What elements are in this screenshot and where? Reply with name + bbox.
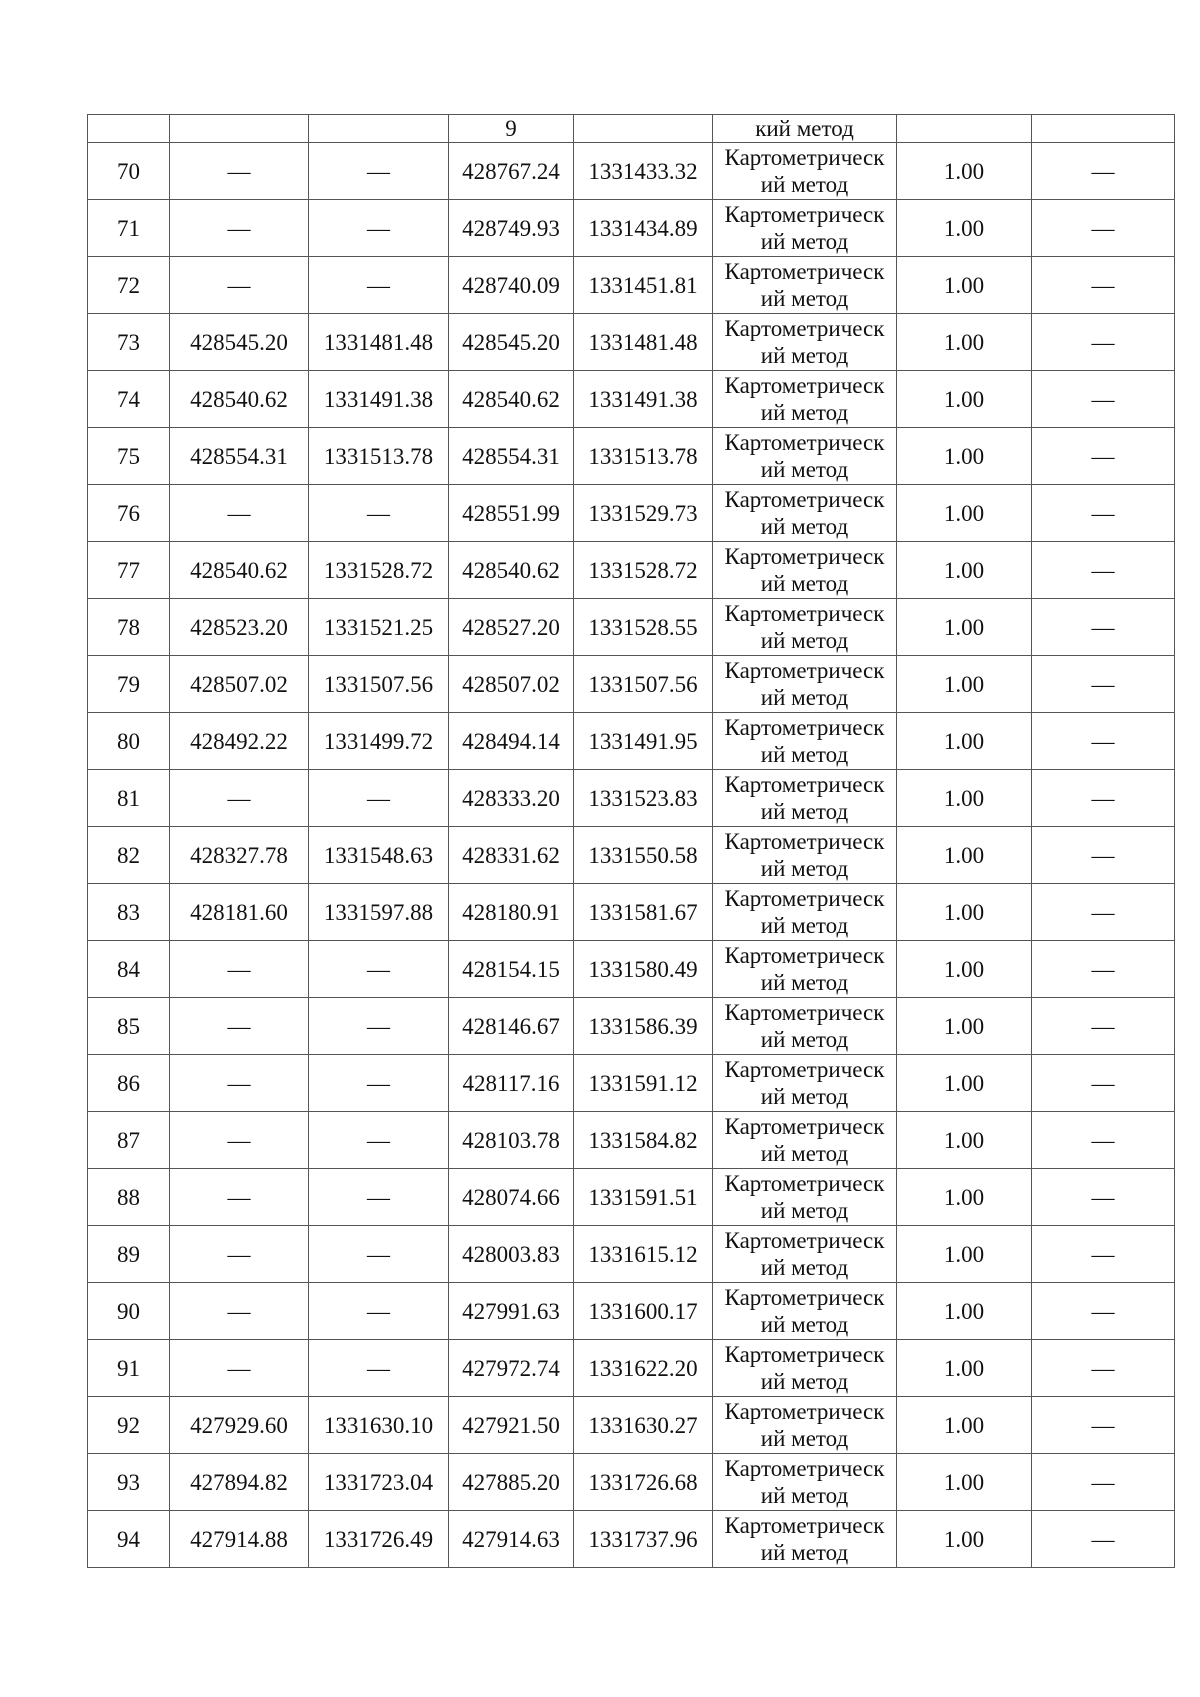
cell-note: — — [1032, 656, 1175, 713]
cell-accuracy — [897, 115, 1032, 143]
cell-note: — — [1032, 200, 1175, 257]
cell-method-text: Картометрический метод — [724, 145, 885, 197]
cell-method-text: Картометрический метод — [724, 715, 885, 767]
cell-method — [713, 143, 897, 200]
cell-y-refined: 1331481.48 — [574, 314, 713, 371]
cell-accuracy: 1.00 — [897, 143, 1032, 200]
cell-y-existing: 1331597.88 — [309, 884, 449, 941]
cell-y-existing: — — [309, 941, 449, 998]
table-row — [88, 371, 1175, 428]
cell-point-number: 85 — [88, 998, 170, 1055]
cell-point-number: 74 — [88, 371, 170, 428]
cell-method — [713, 656, 897, 713]
cell-method-text: Картометрический метод — [724, 1513, 885, 1565]
cell-accuracy: 1.00 — [897, 1226, 1032, 1283]
cell-x-refined: 9 — [449, 115, 574, 143]
cell-x-refined-text: 428333.20 — [462, 785, 560, 811]
cell-x-existing: — — [170, 998, 309, 1055]
cell-x-refined-text: 427972.74 — [462, 1355, 560, 1381]
cell-method-text: Картометрический метод — [724, 1342, 885, 1394]
cell-note: — — [1032, 1397, 1175, 1454]
cell-x-refined — [449, 371, 574, 428]
cell-method-text: Картометрический метод — [724, 1114, 885, 1166]
cell-point-number: 88 — [88, 1169, 170, 1226]
cell-x-refined-text: 428545.20 — [462, 329, 560, 355]
cell-note: — — [1032, 428, 1175, 485]
table-row — [88, 485, 1175, 542]
cell-y-existing: — — [309, 200, 449, 257]
cell-x-existing: 428327.78 — [170, 827, 309, 884]
cell-x-existing: 428540.62 — [170, 371, 309, 428]
cell-x-refined-text: 427991.63 — [462, 1298, 560, 1324]
cell-x-refined — [449, 941, 574, 998]
coordinates-table — [87, 114, 1175, 1568]
cell-y-existing: — — [309, 143, 449, 200]
cell-y-refined: 1331550.58 — [574, 827, 713, 884]
cell-x-existing: 428545.20 — [170, 314, 309, 371]
cell-y-refined: 1331507.56 — [574, 656, 713, 713]
cell-note: — — [1032, 998, 1175, 1055]
cell-accuracy: 1.00 — [897, 941, 1032, 998]
cell-method — [713, 1055, 897, 1112]
cell-accuracy: 1.00 — [897, 827, 1032, 884]
cell-accuracy: 1.00 — [897, 1340, 1032, 1397]
cell-y-refined: 1331528.72 — [574, 542, 713, 599]
cell-y-existing: 1331548.63 — [309, 827, 449, 884]
cell-note: — — [1032, 884, 1175, 941]
cell-x-existing: 428554.31 — [170, 428, 309, 485]
cell-x-refined — [449, 1055, 574, 1112]
cell-y-existing: 1331528.72 — [309, 542, 449, 599]
cell-point-number: 80 — [88, 713, 170, 770]
cell-point-number: 82 — [88, 827, 170, 884]
cell-accuracy: 1.00 — [897, 485, 1032, 542]
cell-method-text: Картометрический метод — [724, 1171, 885, 1223]
cell-note: — — [1032, 713, 1175, 770]
table-row — [88, 1169, 1175, 1226]
cell-accuracy: 1.00 — [897, 257, 1032, 314]
cell-x-refined-text: 428117.16 — [462, 1070, 560, 1096]
table-row — [88, 1454, 1175, 1511]
cell-accuracy: 1.00 — [897, 542, 1032, 599]
cell-y-refined: 1331580.49 — [574, 941, 713, 998]
cell-method — [713, 941, 897, 998]
cell-method — [713, 200, 897, 257]
table-row — [88, 1511, 1175, 1568]
cell-note: — — [1032, 257, 1175, 314]
table-row — [88, 998, 1175, 1055]
cell-x-refined-text: 428507.02 — [462, 671, 560, 697]
cell-note: — — [1032, 143, 1175, 200]
table-row — [88, 1397, 1175, 1454]
cell-y-refined: 1331491.95 — [574, 713, 713, 770]
cell-x-existing: — — [170, 485, 309, 542]
cell-method-text: Картометрический метод — [724, 316, 885, 368]
cell-method — [713, 827, 897, 884]
cell-x-existing: — — [170, 1226, 309, 1283]
cell-method-text: Картометрический метод — [724, 202, 885, 254]
cell-point-number: 76 — [88, 485, 170, 542]
cell-y-existing: — — [309, 1283, 449, 1340]
cell-point-number — [88, 115, 170, 143]
cell-method-text: Картометрический метод — [724, 259, 885, 311]
cell-accuracy: 1.00 — [897, 1511, 1032, 1568]
cell-x-refined — [449, 542, 574, 599]
cell-x-existing: — — [170, 941, 309, 998]
cell-y-refined: 1331584.82 — [574, 1112, 713, 1169]
cell-x-existing: — — [170, 770, 309, 827]
cell-y-refined: 1331586.39 — [574, 998, 713, 1055]
cell-point-number: 79 — [88, 656, 170, 713]
cell-x-refined — [449, 884, 574, 941]
cell-note: — — [1032, 1454, 1175, 1511]
cell-method-text: Картометрический метод — [724, 1057, 885, 1109]
cell-y-existing: 1331481.48 — [309, 314, 449, 371]
cell-point-number: 81 — [88, 770, 170, 827]
cell-point-number: 71 — [88, 200, 170, 257]
cell-x-refined — [449, 713, 574, 770]
table-row — [88, 542, 1175, 599]
table-row-continuation — [88, 115, 1175, 143]
cell-accuracy: 1.00 — [897, 1169, 1032, 1226]
cell-point-number: 78 — [88, 599, 170, 656]
cell-accuracy: 1.00 — [897, 200, 1032, 257]
cell-method-text: Картометрический метод — [724, 1399, 885, 1451]
table-row — [88, 599, 1175, 656]
cell-x-refined-text: 428146.67 — [462, 1013, 560, 1039]
cell-y-refined: 1331737.96 — [574, 1511, 713, 1568]
table-row — [88, 1283, 1175, 1340]
cell-y-refined: 1331630.27 — [574, 1397, 713, 1454]
cell-method-text: Картометрический метод — [724, 658, 885, 710]
cell-accuracy: 1.00 — [897, 713, 1032, 770]
cell-point-number: 87 — [88, 1112, 170, 1169]
cell-x-refined — [449, 1454, 574, 1511]
cell-x-refined-text: 428749.93 — [462, 215, 560, 241]
cell-y-existing: — — [309, 770, 449, 827]
cell-note: — — [1032, 1112, 1175, 1169]
cell-y-refined: 1331581.67 — [574, 884, 713, 941]
cell-accuracy: 1.00 — [897, 599, 1032, 656]
cell-y-existing: — — [309, 1226, 449, 1283]
cell-x-refined-text: 428554.31 — [462, 443, 560, 469]
cell-x-refined — [449, 143, 574, 200]
cell-y-refined: 1331528.55 — [574, 599, 713, 656]
cell-method — [713, 1169, 897, 1226]
cell-y-refined: 1331523.83 — [574, 770, 713, 827]
cell-y-refined: 1331433.32 — [574, 143, 713, 200]
cell-y-refined: 1331451.81 — [574, 257, 713, 314]
cell-x-refined — [449, 770, 574, 827]
table-row — [88, 428, 1175, 485]
table-row — [88, 770, 1175, 827]
table-row — [88, 314, 1175, 371]
cell-y-existing: 1331726.49 — [309, 1511, 449, 1568]
cell-x-refined-text: 428103.78 — [462, 1127, 560, 1153]
cell-point-number: 77 — [88, 542, 170, 599]
cell-x-refined — [449, 1283, 574, 1340]
cell-x-refined-text: 428180.91 — [462, 899, 560, 925]
cell-method-text: Картометрический метод — [724, 487, 885, 539]
cell-x-existing: 427914.88 — [170, 1511, 309, 1568]
cell-accuracy: 1.00 — [897, 1283, 1032, 1340]
cell-note: — — [1032, 599, 1175, 656]
cell-method-text: Картометрический метод — [724, 772, 885, 824]
cell-note: — — [1032, 542, 1175, 599]
cell-point-number: 94 — [88, 1511, 170, 1568]
table-row — [88, 200, 1175, 257]
cell-x-existing — [170, 115, 309, 143]
cell-method — [713, 998, 897, 1055]
cell-method-text: Картометрический метод — [724, 601, 885, 653]
cell-y-refined: 1331529.73 — [574, 485, 713, 542]
cell-y-refined: 1331434.89 — [574, 200, 713, 257]
cell-y-existing: — — [309, 1169, 449, 1226]
cell-method-text: Картометрический метод — [724, 1285, 885, 1337]
cell-method: кий метод — [713, 115, 897, 143]
cell-x-refined-text: 428074.66 — [462, 1184, 560, 1210]
cell-y-refined: 1331591.12 — [574, 1055, 713, 1112]
cell-point-number: 73 — [88, 314, 170, 371]
cell-y-existing: — — [309, 485, 449, 542]
cell-x-existing: — — [170, 1112, 309, 1169]
cell-note: — — [1032, 1340, 1175, 1397]
cell-x-refined-text: 428767.24 — [462, 158, 560, 184]
cell-y-existing: — — [309, 257, 449, 314]
cell-accuracy: 1.00 — [897, 428, 1032, 485]
cell-point-number: 89 — [88, 1226, 170, 1283]
cell-x-existing: 428540.62 — [170, 542, 309, 599]
cell-note: — — [1032, 941, 1175, 998]
cell-note: — — [1032, 1283, 1175, 1340]
cell-x-refined-text: 428527.20 — [462, 614, 560, 640]
cell-x-refined — [449, 656, 574, 713]
cell-x-existing: 428181.60 — [170, 884, 309, 941]
table-body — [88, 115, 1175, 1568]
cell-y-existing: 1331499.72 — [309, 713, 449, 770]
cell-method — [713, 599, 897, 656]
cell-method — [713, 770, 897, 827]
cell-x-existing: 427929.60 — [170, 1397, 309, 1454]
table-row — [88, 1112, 1175, 1169]
cell-accuracy: 1.00 — [897, 1055, 1032, 1112]
cell-y-existing: — — [309, 1055, 449, 1112]
cell-x-refined-text: 428154.15 — [462, 956, 560, 982]
cell-x-refined — [449, 1169, 574, 1226]
cell-x-refined — [449, 428, 574, 485]
cell-accuracy: 1.00 — [897, 371, 1032, 428]
cell-x-refined — [449, 1340, 574, 1397]
cell-x-refined — [449, 314, 574, 371]
cell-x-refined-text: 427921.50 — [462, 1412, 560, 1438]
cell-y-existing: — — [309, 1112, 449, 1169]
cell-y-existing: 1331723.04 — [309, 1454, 449, 1511]
cell-x-refined-text: 428494.14 — [462, 728, 560, 754]
cell-x-existing: — — [170, 1055, 309, 1112]
cell-method-text: Картометрический метод — [724, 1228, 885, 1280]
cell-y-refined: 1331726.68 — [574, 1454, 713, 1511]
table-row — [88, 1226, 1175, 1283]
cell-point-number: 70 — [88, 143, 170, 200]
cell-method — [713, 713, 897, 770]
cell-method — [713, 314, 897, 371]
cell-method — [713, 371, 897, 428]
cell-point-number: 83 — [88, 884, 170, 941]
cell-x-refined-text: 427885.20 — [462, 1469, 560, 1495]
cell-y-existing: — — [309, 998, 449, 1055]
cell-x-refined — [449, 1112, 574, 1169]
cell-y-refined: 1331513.78 — [574, 428, 713, 485]
cell-method-text: Картометрический метод — [724, 430, 885, 482]
table-row — [88, 827, 1175, 884]
cell-y-refined: 1331591.51 — [574, 1169, 713, 1226]
cell-x-existing: — — [170, 200, 309, 257]
cell-accuracy: 1.00 — [897, 998, 1032, 1055]
cell-method-text: Картометрический метод — [724, 544, 885, 596]
cell-method — [713, 542, 897, 599]
cell-method-text: Картометрический метод — [724, 829, 885, 881]
cell-note: — — [1032, 1169, 1175, 1226]
cell-method — [713, 1340, 897, 1397]
table-row — [88, 713, 1175, 770]
cell-y-refined: 1331615.12 — [574, 1226, 713, 1283]
cell-note: — — [1032, 1511, 1175, 1568]
cell-x-existing: 428492.22 — [170, 713, 309, 770]
cell-note: — — [1032, 827, 1175, 884]
cell-x-refined-text: 428540.62 — [462, 557, 560, 583]
cell-method — [713, 1397, 897, 1454]
cell-x-existing: — — [170, 1169, 309, 1226]
cell-x-refined — [449, 827, 574, 884]
table-row — [88, 656, 1175, 713]
cell-x-refined-text: 428540.62 — [462, 386, 560, 412]
cell-point-number: 72 — [88, 257, 170, 314]
cell-x-existing: 428523.20 — [170, 599, 309, 656]
table-row — [88, 941, 1175, 998]
cell-x-refined — [449, 599, 574, 656]
cell-x-refined — [449, 257, 574, 314]
cell-method — [713, 1283, 897, 1340]
cell-method — [713, 428, 897, 485]
cell-accuracy: 1.00 — [897, 656, 1032, 713]
cell-x-existing: — — [170, 1340, 309, 1397]
cell-point-number: 91 — [88, 1340, 170, 1397]
cell-accuracy: 1.00 — [897, 770, 1032, 827]
cell-x-refined-text: 428551.99 — [462, 500, 560, 526]
cell-method-text: Картометрический метод — [724, 1456, 885, 1508]
cell-method-text: Картометрический метод — [724, 943, 885, 995]
cell-x-existing: 427894.82 — [170, 1454, 309, 1511]
cell-y-existing: 1331491.38 — [309, 371, 449, 428]
cell-method — [713, 257, 897, 314]
cell-x-existing: — — [170, 1283, 309, 1340]
cell-y-refined: 1331491.38 — [574, 371, 713, 428]
cell-x-refined-text: 428003.83 — [462, 1241, 560, 1267]
cell-x-refined — [449, 1397, 574, 1454]
cell-method-text: Картометрический метод — [724, 1000, 885, 1052]
document-page — [87, 114, 1174, 1568]
cell-note: — — [1032, 1055, 1175, 1112]
cell-x-refined — [449, 998, 574, 1055]
cell-point-number: 92 — [88, 1397, 170, 1454]
cell-y-existing: 1331507.56 — [309, 656, 449, 713]
table-row — [88, 1055, 1175, 1112]
table-row — [88, 257, 1175, 314]
cell-note: — — [1032, 371, 1175, 428]
cell-point-number: 86 — [88, 1055, 170, 1112]
cell-accuracy: 1.00 — [897, 1454, 1032, 1511]
cell-method — [713, 1511, 897, 1568]
cell-note: — — [1032, 485, 1175, 542]
cell-point-number: 84 — [88, 941, 170, 998]
cell-note — [1032, 115, 1175, 143]
cell-method — [713, 1112, 897, 1169]
table-row — [88, 1340, 1175, 1397]
cell-x-existing: 428507.02 — [170, 656, 309, 713]
cell-method-text: Картометрический метод — [724, 886, 885, 938]
cell-point-number: 93 — [88, 1454, 170, 1511]
cell-note: — — [1032, 770, 1175, 827]
cell-accuracy: 1.00 — [897, 314, 1032, 371]
table-row — [88, 143, 1175, 200]
cell-method — [713, 1226, 897, 1283]
cell-accuracy: 1.00 — [897, 884, 1032, 941]
cell-y-existing: 1331521.25 — [309, 599, 449, 656]
cell-note: — — [1032, 1226, 1175, 1283]
cell-x-existing: — — [170, 257, 309, 314]
cell-accuracy: 1.00 — [897, 1112, 1032, 1169]
cell-y-existing — [309, 115, 449, 143]
cell-x-refined-text: 428740.09 — [462, 272, 560, 298]
cell-method — [713, 1454, 897, 1511]
cell-point-number: 75 — [88, 428, 170, 485]
cell-method — [713, 884, 897, 941]
cell-y-existing: 1331630.10 — [309, 1397, 449, 1454]
cell-note: — — [1032, 314, 1175, 371]
cell-accuracy: 1.00 — [897, 1397, 1032, 1454]
cell-method-text: Картометрический метод — [724, 373, 885, 425]
cell-x-refined — [449, 485, 574, 542]
cell-x-refined — [449, 1511, 574, 1568]
cell-x-refined — [449, 200, 574, 257]
cell-y-refined — [574, 115, 713, 143]
cell-x-refined-text: 428331.62 — [462, 842, 560, 868]
cell-x-refined — [449, 1226, 574, 1283]
cell-method — [713, 485, 897, 542]
cell-y-refined: 1331622.20 — [574, 1340, 713, 1397]
table-row — [88, 884, 1175, 941]
cell-y-existing: — — [309, 1340, 449, 1397]
cell-point-number: 90 — [88, 1283, 170, 1340]
cell-x-refined-text: 427914.63 — [462, 1526, 560, 1552]
cell-y-existing: 1331513.78 — [309, 428, 449, 485]
cell-x-existing: — — [170, 143, 309, 200]
cell-y-refined: 1331600.17 — [574, 1283, 713, 1340]
